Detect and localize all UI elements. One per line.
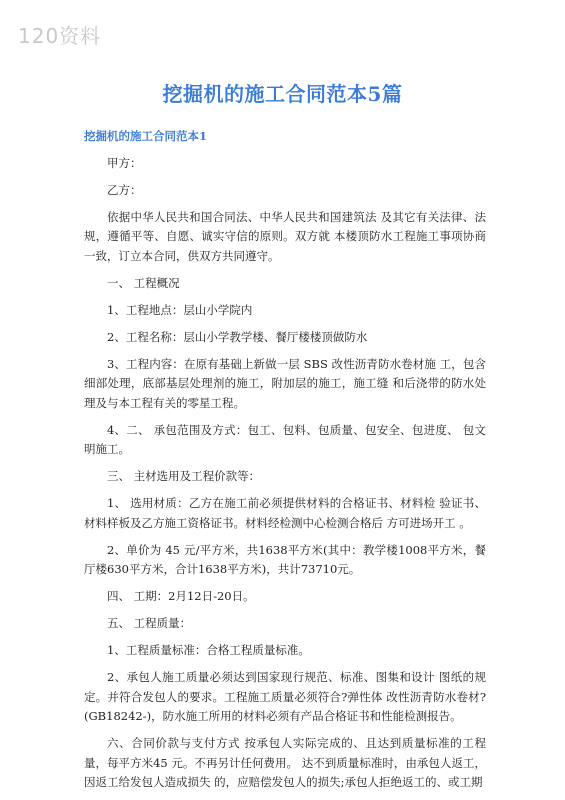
preamble-paragraph: 依据中华人民共和国合同法、中华人民共和国建筑法 及其它有关法律、法规，遵循平等、自愿、诚实守信的原则。双方就 本楼顶防水工程施工事项协商一致，订立本合同，供双方共同遵守。	[84, 209, 486, 263]
watermark-logo: 120资料	[18, 24, 102, 48]
party-b-line: 乙方：	[107, 182, 142, 197]
clause-location: 1、工程地点：层山小学院内	[107, 302, 253, 317]
clause-unit-price: 2、单价为 45 元/平方米，共1638平方米(其中：教学楼1008平方米，餐厅楼630平方米，合计1638平方米)，共计73710元。	[84, 542, 486, 576]
clause-content: 3、工程内容：在原有基础上新做一层 SBS 改性沥青防水卷材施 工，包含细部处理，底部基层处理剂的施工，附加层的施工，施工缝 和后浇带的防水处理及与本工程有关的零星工程。	[84, 356, 486, 410]
clause-project-name: 2、工程名称：层山小学教学楼、餐厅楼楼顶做防水	[107, 329, 368, 344]
document-title: 挖掘机的施工合同范本5篇	[162, 82, 403, 106]
document-body	[84, 127, 486, 800]
section-heading-overview: 一、 工程概况	[107, 275, 180, 290]
clause-quality-standard: 1、工程质量标准：合格工程质量标准。	[107, 643, 310, 657]
clause-payment: 六、合同价款与支付方式 按承包人实际完成的、且达到质量标准的工程量，每平方米45 元。不再另计任何费用。 达不到质量标准时，由承包人返工，因返工给发包人造成损失 的，应赔偿发包人的损失;承包人拒绝返工的、或工期	[84, 736, 486, 789]
clause-quality-requirement: 2、承包人施工质量必须达到国家现行规范、标准、图集和设计 图纸的规定。并符合发包人的要求。工程施工质量必须符合?弹性体 改性沥青防水卷材?(GB18242-)，防水施工所用的材料必须有产品合格证书和性能检测报告。	[84, 670, 486, 723]
party-a-line: 甲方：	[107, 155, 142, 170]
section-heading-schedule: 四、 工期：2月12日-20日。	[107, 589, 255, 603]
clause-scope: 4、二、 承包范围及方式：包工、包料、包质量、包安全、包进度、 包文明施工。	[84, 422, 486, 456]
clause-material-selection: 1、 选用材质：乙方在施工前必须提供材料的合格证书、材料检 验证书、材料样板及乙方施工资格证书。材料经检测中心检测合格后 方可进场开工 。	[84, 496, 486, 530]
section-subtitle: 挖掘机的施工合同范本1	[84, 129, 208, 143]
section-heading-quality: 五、 工程质量：	[107, 616, 192, 630]
section-heading-materials: 三、 主材选用及工程价款等：	[107, 469, 261, 483]
